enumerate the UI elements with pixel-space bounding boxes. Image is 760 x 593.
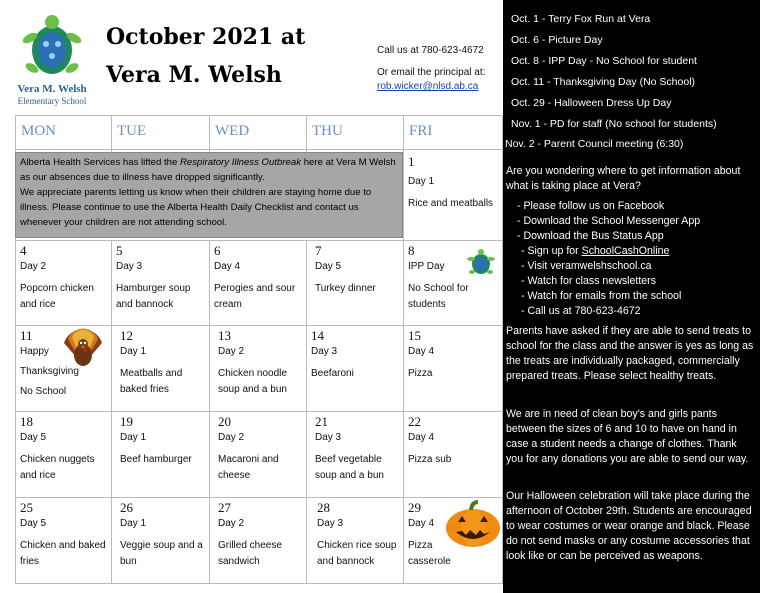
lunch-menu: Chicken nuggets and rice — [20, 454, 95, 481]
cycle-day: Day 1 — [408, 176, 435, 187]
title-line-1: October 2021 at — [106, 24, 306, 50]
day-number: 14 — [311, 328, 324, 343]
school-logo — [10, 12, 94, 106]
cycle-day: Day 2 — [20, 261, 47, 272]
day-number: 5 — [116, 243, 123, 258]
info-list-item: - Download the School Messenger App — [517, 215, 701, 227]
contact-email-prompt: Or email the principal at: — [377, 67, 486, 78]
day-cell-15 — [404, 326, 502, 411]
day-cell-19 — [112, 412, 209, 497]
info-list-item: - Visit veramwelshschool.ca — [521, 260, 652, 272]
cycle-day: Day 1 — [120, 346, 147, 357]
notice-paragraph-2: We appreciate parents letting us know when their children are staying home due to illness. Please continue to use the Alberta Health Daily Checklist and contact us whenever your children are not attending school. — [20, 187, 372, 228]
grid-col-line — [209, 115, 210, 152]
cycle-day: Day 4 — [408, 432, 435, 443]
cycle-day: Day 2 — [218, 518, 245, 529]
day-number: 8 — [408, 243, 415, 258]
cycle-day: Day 5 — [315, 261, 342, 272]
info-list-item: - Watch for class newsletters — [521, 275, 657, 287]
info-intro: Are you wondering where to get information about what is taking place at Vera? — [506, 165, 741, 192]
cycle-day: Day 4 — [214, 261, 241, 272]
day-number: 7 — [315, 243, 322, 258]
logo-school-sub: Elementary School — [17, 96, 87, 106]
day-number: 15 — [408, 328, 421, 343]
turtle-icon — [466, 248, 496, 278]
day-cell-20 — [210, 412, 306, 497]
lunch-menu: Popcorn chicken and rice — [20, 283, 94, 310]
cycle-day: Day 3 — [311, 346, 338, 357]
cycle-day: Day 5 — [20, 518, 47, 529]
event-item: Nov. 2 - Parent Council meeting (6:30) — [505, 138, 684, 150]
cycle-day: Day 2 — [218, 346, 245, 357]
day-number: 1 — [408, 154, 415, 169]
day-header-mon: MON — [21, 123, 57, 139]
grid-col-line — [111, 115, 112, 152]
cycle-day: Day 3 — [116, 261, 143, 272]
day-header-thu: THU — [312, 123, 343, 139]
info-list-item: - Download the Bus Status App — [517, 230, 664, 242]
day-number: 29 — [408, 500, 421, 515]
day-number: 22 — [408, 414, 421, 429]
day-number: 27 — [218, 500, 231, 515]
lunch-menu: Chicken and baked fries — [20, 540, 106, 567]
day-number: 11 — [20, 328, 33, 343]
info-list — [517, 199, 760, 319]
day-cell-14 — [307, 326, 403, 411]
lunch-menu: Perogies and sour cream — [214, 283, 296, 310]
lunch-menu: Turkey dinner — [315, 283, 376, 294]
info-list-item: - Watch for emails from the school — [521, 290, 682, 302]
cycle-day: Day 3 — [315, 432, 342, 443]
info-list-item: - Please follow us on Facebook — [517, 200, 665, 212]
pumpkin-icon — [444, 500, 502, 548]
lunch-menu: Veggie soup and a bun — [120, 540, 203, 567]
cycle-day: Day 3 — [317, 518, 344, 529]
lunch-menu: Beef vegetable soup and a bun — [315, 454, 384, 481]
day-cell-5 — [112, 241, 209, 325]
day-number: 13 — [218, 328, 231, 343]
info-list-item-signup: - Sign up for SchoolCashOnline — [521, 245, 670, 257]
lunch-menu: Hamburger soup and bannock — [116, 283, 191, 310]
cycle-day: Day 1 — [120, 432, 147, 443]
event-item: Oct. 11 - Thanksgiving Day (No School) — [511, 76, 696, 88]
day-cell-7 — [307, 241, 403, 325]
event-item: Nov. 1 - PD for staff (No school for students) — [511, 118, 717, 130]
day-header-wed: WED — [215, 123, 250, 139]
day-number: 25 — [20, 500, 33, 515]
lunch-menu: Beefaroni — [311, 368, 354, 379]
cycle-day: IPP Day — [408, 261, 445, 272]
clothes-paragraph: We are in need of clean boy's and girls pants between the sizes of 6 and 10 to have on hand in case a student needs a change of clothes. Thank you for any donations you are able to send our way. — [506, 408, 749, 465]
logo-school-name: Vera M. Welsh — [17, 83, 87, 95]
grid-header-line — [15, 149, 503, 150]
lunch-menu: Beef hamburger — [120, 454, 192, 465]
cycle-day: Day 1 — [120, 518, 147, 529]
page-title — [106, 18, 305, 94]
grid-bottom-line — [15, 583, 503, 584]
day-number: 20 — [218, 414, 231, 429]
event-item: Oct. 29 - Halloween Dress Up Day — [511, 97, 672, 109]
day-header-fri: FRI — [409, 123, 433, 139]
day-cell-18 — [16, 412, 111, 497]
halloween-paragraph: Our Halloween celebration will take place during the afternoon of October 29th. Students are encouraged to wear costumes or wear orange and black. Please do not send masks or any costume accessories that look like or can be perceived as weapons. — [506, 490, 752, 562]
day-number: 12 — [120, 328, 133, 343]
day-number: 26 — [120, 500, 133, 515]
day-cell-1 — [404, 152, 502, 240]
schoolcash-link[interactable]: SchoolCashOnline — [581, 245, 670, 257]
cycle-day: Day 2 — [218, 432, 245, 443]
day-cell-12 — [112, 326, 209, 411]
event-item: Oct. 1 - Terry Fox Run at Vera — [511, 13, 651, 25]
contact-block — [377, 44, 485, 94]
day-cell-4 — [16, 241, 111, 325]
day-cell-27 — [210, 498, 306, 583]
day-cell-25 — [16, 498, 111, 583]
cycle-day: Day 5 — [20, 432, 47, 443]
lunch-menu: Macaroni and cheese — [218, 454, 279, 481]
cycle-day: Day 4 — [408, 518, 435, 529]
day-number: 19 — [120, 414, 133, 429]
lunch-menu: No School for students — [408, 283, 469, 310]
holiday-label: Happy — [20, 346, 49, 357]
lunch-menu: Rice and meatballs — [408, 198, 494, 209]
lunch-menu: Chicken noodle soup and a bun — [218, 368, 287, 395]
day-cell-28 — [307, 498, 403, 583]
day-cell-6 — [210, 241, 306, 325]
cycle-day: Day 4 — [408, 346, 435, 357]
day-cell-13 — [210, 326, 306, 411]
lunch-menu: Chicken rice soup and bannock — [317, 540, 397, 567]
treats-paragraph: Parents have asked if they are able to send treats to school for the class and the answer is yes as long as the treats are individually packaged, commercially prepared treats. Please select healthy treats. — [506, 325, 754, 382]
info-list-item: - Call us at 780-623-4672 — [521, 305, 641, 317]
lunch-menu: Pizza sub — [408, 454, 452, 465]
no-school-label: No School — [20, 386, 67, 397]
day-cell-21 — [307, 412, 403, 497]
day-number: 28 — [317, 500, 330, 515]
info-panel — [503, 0, 760, 593]
lunch-menu: Pizza — [408, 368, 433, 379]
grid-col-line — [306, 115, 307, 152]
turkey-icon — [60, 325, 106, 369]
event-item: Oct. 8 - IPP Day - No School for student — [511, 55, 697, 67]
holiday-name: Thanksgiving — [20, 366, 79, 377]
health-notice — [15, 152, 403, 238]
contact-phone: Call us at 780-623-4672 — [377, 45, 484, 56]
day-number: 18 — [20, 414, 33, 429]
day-number: 21 — [315, 414, 328, 429]
title-line-2: Vera M. Welsh — [106, 62, 282, 88]
principal-email-link[interactable]: rob.wicker@nlsd.ab.ca — [377, 81, 479, 92]
event-item: Oct. 6 - Picture Day — [511, 34, 603, 46]
day-header-tue: TUE — [117, 123, 147, 139]
day-cell-22 — [404, 412, 502, 497]
day-number: 4 — [20, 243, 27, 258]
lunch-menu: Grilled cheese sandwich — [218, 540, 282, 567]
lunch-menu: Pizza casserole — [408, 540, 451, 567]
day-number: 6 — [214, 243, 221, 258]
lunch-menu: Meatballs and baked fries — [120, 368, 183, 395]
turtle-icon — [20, 12, 84, 86]
notice-paragraph-1: Alberta Health Services has lifted the Respiratory Illness Outbreak here at Vera M Welsh as our absences due to illness have dropped significantly. — [20, 157, 396, 183]
day-cell-26 — [112, 498, 209, 583]
